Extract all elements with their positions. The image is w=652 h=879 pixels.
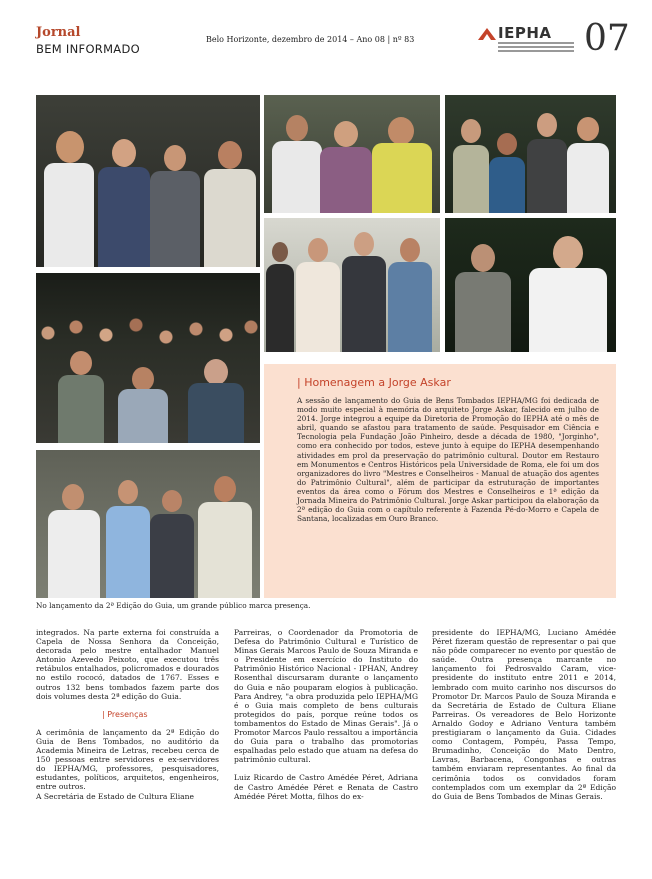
photo-two-seated-men [445,218,616,352]
col3-paragraph-1: presidente do IEPHA/MG, Luciano Amédée Péret fizeram questão de representar o pai que não pôde comparecer no evento por questão de saúde. Outra presença marcante no lançamento foi Pedrosvaldo Caram, vice-presidente do instituto entre 2011 e 2014, lembrado com muito carinho nos discursos do Promotor Dr. Marcos Paulo de Souza Miranda e da Secretária de Estado de Cultura Eliane Parreiras. Os vereadores de Belo Horizonte Arnaldo Godoy e Adriano Ventura também prestigiaram o lançamento da Guia. Cidades como Contagem, Pompéu, Passa Tempo, Brumadinho, Conceição do Mato Dentro, Lavras, Barbacena, Congonhas e outras também enviaram representantes. Ao final da cerimônia todos os convidados foram contemplados com um exemplar da 2ª Edição do Guia de Bens Tombados de Minas Gerais. [432,628,616,801]
column-2 [234,628,418,810]
page-number: 07 [584,18,630,59]
iepha-logo [478,24,574,60]
homenagem-box [264,364,616,598]
col2-paragraph-2: Luiz Ricardo de Castro Amédée Péret, Adriana de Castro Amédée Péret e Renata de Castro Amédée Péret Motta, filhos do ex- [234,773,418,801]
column-3 [432,628,616,810]
logo-name: IEPHA [498,24,552,42]
photo-five-people-books [264,218,440,352]
masthead-jornal: Jornal [36,25,81,40]
homenagem-text: A sessão de lançamento do Guia de Bens Tombados IEPHA/MG foi dedicada de modo muito especial à memória do arquiteto Jorge Askar, falecido em julho de 2014. Jorge integrou a equipe da Diretoria de Promoção do IEPHA até o mês de abril, quando se afastou para tratamento de saúde. Pesquisador em Ciência e Tecnologia pela Fundação João Pinheiro, desde a década de 1980, "Jorginho", como era conhecido por todos, esteve junto à equipe do IEPHA desempenhando atividades em prol da preservação do patrimônio cultural. Doutor em Restauro em Monumentos e Centros Históricos pela Universidade de Roma, ele foi um dos organizadores do livro "Mestres e Conselheiros - Manual de atuação dos agentes do Patrimônio Cultural", além de participar da estruturação de importantes eventos da área como o Fórum dos Mestres e Conselheiros e 1ª edição da Jornada Mineira do Patrimônio Cultural. Jorge Askar participou da elaboração da 2ª edição do Guia com o capítulo referente à Fazenda Pé-do-Morro e Capela de Santana, localizadas em Ouro Branco. [297,396,599,524]
column-1 [36,628,219,810]
photo-audience [36,273,260,443]
logo-subtitle-lines [498,42,574,52]
col1-paragraph-2: A cerimônia de lançamento da 2ª Edição do Guia de Bens Tombados, no auditório da Academia Mineira de Letras, recebeu cerca de 150 pessoas entre servidores e ex-servidores do IEPHA/MG, professores, pesquisadores, estudantes, políticos, arquitetos, engenheiros, entre outros. [36,727,219,792]
photo-five-men [36,450,260,598]
photo-group-four [36,95,260,267]
col1-paragraph-3: A Secretária de Estado de Cultura Eliane [36,791,194,801]
col1-paragraph-1: integrados. Na parte externa foi construída a Capela de Nossa Senhora da Conceição, decorada pelo mestre entalhador Manuel Antonio Azevedo Peixoto, que executou três retábulos entalhados, policromados e dourados no estilo rococó, datados de 1767. Esses e outros 132 bens tombados fazem parte dos dois volumes desta 2ª edição do Guia. [36,628,219,701]
iepha-logo-mark [478,26,496,40]
masthead-bem-informado: BEM INFORMADO [36,42,140,56]
photo-caption: No lançamento da 2ª Edição do Guia, um grande público marca presença. [36,601,311,610]
col2-paragraph-1: Parreiras, o Coordenador da Promotoria de Defesa do Patrimônio Cultural e Turístico de Minas Gerais Marcos Paulo de Souza Miranda e o Presidente em exercício do Instituto do Patrimônio Histórico Nacional - IPHAN, Andrey Rosenthal discursaram durante o lançamento do Guia e não pouparam elogios à publicação. Para Andrey, "a obra produzida pelo IEPHA/MG é o Guia mais completo de bens culturais protegidos do país, porque reúne todos os tombamentos do Estado de Minas Gerais". Já o Promotor Marcos Paulo ressaltou a importância do Guia para o trabalho das promotorias espalhadas pelo estado que atuam na defesa do patrimônio cultural. [234,628,418,765]
photo-four-people [445,95,616,213]
section-heading-presencas: | Presenças [102,709,148,719]
photo-three-people [264,95,440,213]
homenagem-title: | Homenagem a Jorge Askar [297,376,451,389]
dateline: Belo Horizonte, dezembro de 2014 – Ano 08 | nº 83 [206,35,415,44]
